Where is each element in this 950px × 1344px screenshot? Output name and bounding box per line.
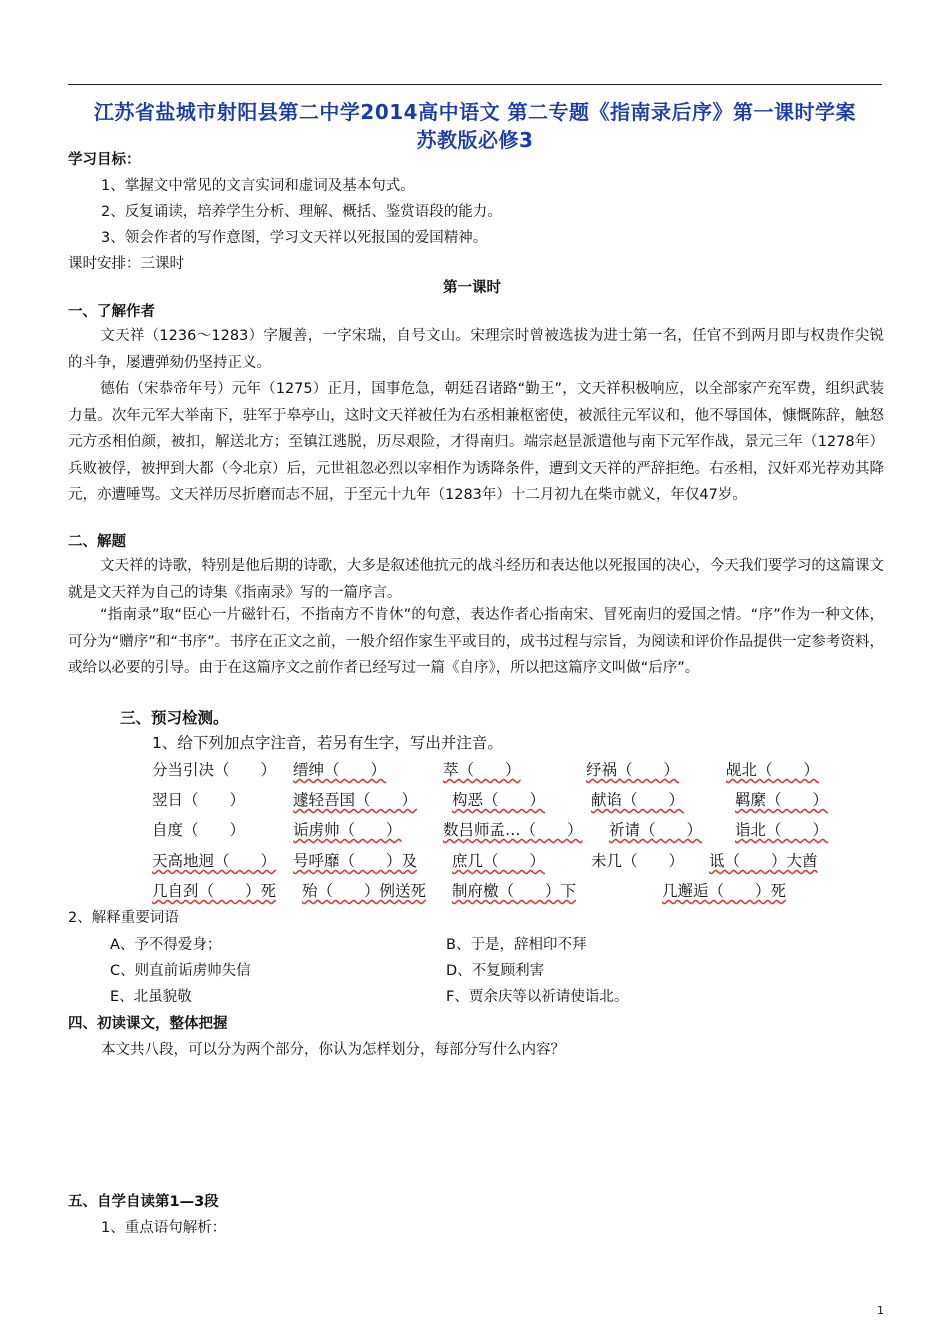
vocab-term: C、则直前诟虏帅失信 [110,963,251,979]
intro-paragraph-2: “指南录”取“臣心一片磁针石，不指南方不肯休”的句意，表达作者心指南宋、冒死南归的爱国之情。“序”作为一种文体，可分为“赠序”和“书序”。书序在正文之前，一般介绍作家生平或目的，成书过程与宗旨，为阅读和评价作品提供一定参考资料，或给以必要的引导。由于在这篇序文之前作者已经写过一篇《自序》，所以把这篇序文叫做“后序”。 [68,607,884,676]
pinyin-item: 诋（ ）大酋 [709,852,818,870]
objective-item: 1、掌握文中常见的文言实词和虚词及基本句式。 [101,178,415,194]
pinyin-item: 分当引决（ ） [152,761,277,779]
vocab-term: D、不复顾利害 [446,963,545,979]
section2-heading: 二、解题 [68,534,126,550]
pinyin-item: 制府檄（ ）下 [452,882,577,900]
pinyin-item: 献谄（ ） [591,791,685,809]
pinyin-question: 1、给下列加点字注音，若另有生字，写出并注音。 [152,734,503,752]
section4-question: 本文共八段，可以分为两个部分，你认为怎样划分，每部分写什么内容？ [101,1042,565,1058]
vocab-term: A、予不得爱身； [110,937,222,953]
section3-heading: 三、预习检测。 [120,709,229,727]
pinyin-item: 遽轻吾国（ ） [293,791,418,809]
pinyin-item: 数吕师孟…（ ） [443,821,583,839]
header-rule [68,84,882,85]
pinyin-item: 几自刭（ ）死 [152,882,277,900]
section5-heading: 五、自学自读第1—3段 [68,1194,219,1210]
pinyin-item: 天高地迥（ ） [152,852,277,870]
section1-heading: 一、了解作者 [68,304,155,320]
document-subtitle: 苏教版必修3 [416,128,534,152]
pinyin-item: 萃（ ） [443,761,521,779]
vocab-term: B、于是，辞相印不拜 [446,937,587,953]
pinyin-item: 庶几（ ） [452,852,546,870]
pinyin-item: 诣北（ ） [735,821,829,839]
schedule-text: 课时安排：三课时 [68,256,184,272]
pinyin-item: 觇北（ ） [726,761,820,779]
objective-item: 2、反复诵读，培养学生分析、理解、概括、鉴赏语段的能力。 [101,204,502,220]
pinyin-item: 自度（ ） [152,821,246,839]
vocab-term: F、贾余庆等以祈请使诣北。 [446,989,629,1005]
section4-heading: 四、初读课文，整体把握 [68,1016,228,1032]
pinyin-item: 未几（ ） [591,852,685,870]
pinyin-item: 缙绅（ ） [293,761,387,779]
pinyin-item: 翌日（ ） [152,791,246,809]
pinyin-item: 羁縻（ ） [735,791,829,809]
pinyin-item: 号呼靡（ ）及 [293,852,418,870]
vocab-term: E、北虽貌敬 [110,989,192,1005]
document-title: 江苏省盐城市射阳县第二中学2014高中语文 第二专题《指南录后序》第一课时学案 [93,100,857,124]
pinyin-item: 祈请（ ） [609,821,703,839]
pinyin-item: 纾祸（ ） [586,761,680,779]
objective-item: 3、领会作者的写作意图，学习文天祥以死报国的爱国精神。 [101,230,488,246]
pinyin-item: 构恶（ ） [452,791,546,809]
lesson-title: 第一课时 [443,280,501,296]
intro-paragraph-1: 文天祥的诗歌，特别是他后期的诗歌，大多是叙述他抗元的战斗经历和表达他以死报国的决心，今天我们要学习的这篇课文就是文天祥为自己的诗集《指南录》写的一篇序言。 [68,558,884,601]
pinyin-item: 诟虏帅（ ） [293,821,402,839]
vocab-question: 2、解释重要词语 [68,910,179,926]
page-number: 1 [877,1304,884,1317]
objectives-heading: 学习目标： [68,152,141,168]
author-paragraph-2: 德佑（宋恭帝年号）元年（1275）正月，国事危急，朝廷召诸路“勤王”，文天祥积极响应，以全部家产充军费，组织武装力量。次年元军大举南下，驻军于皋亭山，这时文天祥被任为右丞相兼枢密使，被派往元军议和，他不辱国体，慷慨陈辞，触怒元方丞相伯颜，被扣，解送北方；至镇江逃脱，历尽艰险，才得南归。端宗赵昰派遣他与南下元军作战，景元三年（1278年）兵败被俘，被押到大都（今北京）后，元世祖忽必烈以宰相作为诱降条件，遭到文天祥的严辞拒绝。右丞相，汉奸邓光荐劝其降元，亦遭唾骂。文天祥历尽折磨而志不屈，于至元十九年（1283年）十二月初九在柴市就义，年仅47岁。 [68,381,884,503]
pinyin-item: 几邂逅（ ）死 [662,882,787,900]
author-paragraph-1: 文天祥（1236～1283）字履善，一字宋瑞，自号文山。宋理宗时曾被选拔为进士第一名，任官不到两月即与权贵作尖锐的斗争，屡遭弹劾仍坚持正义。 [68,328,884,371]
section5-item: 1、重点语句解析： [101,1220,227,1236]
pinyin-item: 殆（ ）例送死 [302,882,427,900]
